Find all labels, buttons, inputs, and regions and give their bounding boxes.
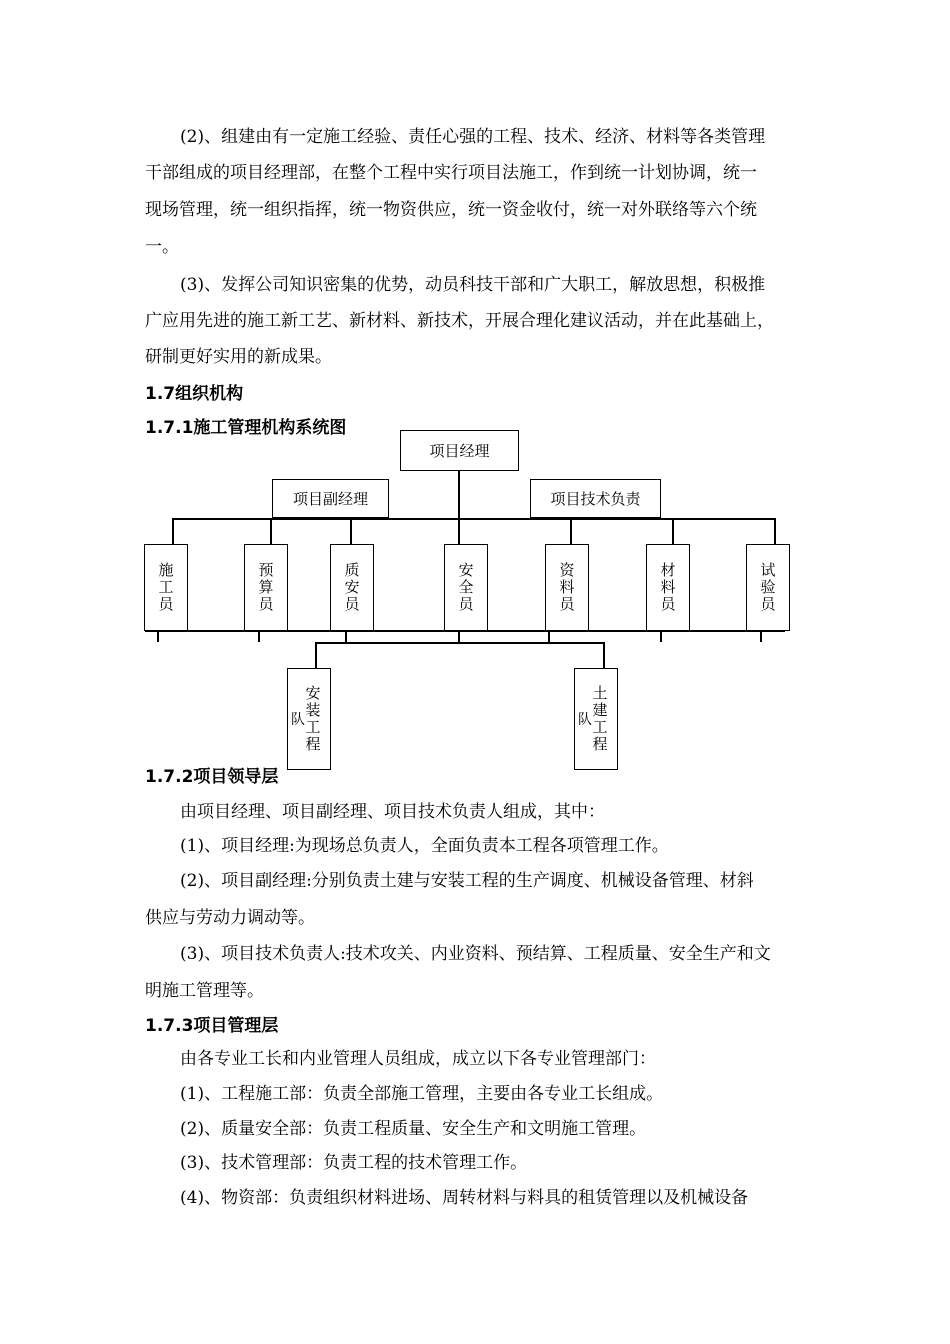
- para2-line2: 干部组成的项目经理部，在整个工程中实行项目法施工，作到统一计划协调，统一: [145, 163, 757, 183]
- chart-line: [570, 518, 572, 544]
- chart-line: [258, 630, 260, 642]
- chart-line: [172, 518, 776, 520]
- org-node-label: 土建工程: [590, 685, 609, 753]
- org-node-label: 项目副经理: [292, 490, 368, 508]
- org-node-staff-6: [646, 544, 690, 631]
- section-heading-1-7-2: 1.7.2项目领导层: [145, 767, 279, 787]
- management-item-3: (3)、技术管理部：负责工程的技术管理工作。: [180, 1153, 528, 1173]
- leadership-item-1: (1)、项目经理:为现场总负责人，全面负责本工程各项管理工作。: [180, 836, 669, 856]
- org-node-label: 资料员: [557, 562, 576, 613]
- chart-line: [672, 518, 674, 544]
- chart-line: [270, 518, 272, 544]
- org-node-label: 施工员: [156, 562, 175, 613]
- org-node-deputy: [272, 479, 389, 518]
- chart-line: [760, 630, 762, 642]
- leadership-item-2-line1: (2)、项目副经理:分别负责土建与安装工程的生产调度、机械设备管理、材斜: [180, 871, 754, 891]
- management-item-4: (4)、物资部：负责组织材料进场、周转材料与料具的租赁管理以及机械设备: [180, 1188, 749, 1208]
- para2-line3: 现场管理，统一组织指挥，统一物资供应，统一资金收付，统一对外联络等六个统: [145, 200, 757, 220]
- team-suffix-label: 队: [578, 712, 592, 728]
- org-node-staff-2: [244, 544, 288, 631]
- org-node-staff-5: [545, 544, 589, 631]
- management-item-2: (2)、质量安全部：负责工程质量、安全生产和文明施工管理。: [180, 1119, 647, 1139]
- chart-line: [660, 630, 662, 642]
- org-node-staff-7: [746, 544, 790, 631]
- org-node-label: 质安员: [342, 562, 361, 613]
- section-heading-1-7-1: 1.7.1施工管理机构系统图: [145, 418, 347, 438]
- para3-line2: 广应用先进的施工新工艺、新材料、新技术，开展合理化建议活动，并在此基础上，: [145, 311, 774, 331]
- chart-line: [350, 518, 352, 544]
- org-node-label: 材料员: [658, 562, 677, 613]
- chart-line: [548, 630, 550, 642]
- leadership-intro: 由项目经理、项目副经理、项目技术负责人组成，其中：: [180, 802, 605, 822]
- section-heading-1-7: 1.7组织机构: [145, 384, 244, 404]
- chart-line: [774, 518, 776, 544]
- chart-line: [315, 642, 605, 644]
- management-item-1: (1)、工程施工部：负责全部施工管理，主要由各专业工长组成。: [180, 1084, 664, 1104]
- chart-line: [157, 630, 159, 642]
- leadership-item-3-line1: (3)、项目技术负责人:技术攻关、内业资料、预结算、工程质量、安全生产和文: [180, 944, 771, 964]
- section-heading-1-7-3: 1.7.3项目管理层: [145, 1016, 279, 1036]
- org-node-staff-3: [330, 544, 374, 631]
- chart-line: [315, 642, 317, 668]
- org-node-staff-4: [444, 544, 488, 631]
- org-node-label: 试验员: [758, 562, 777, 613]
- org-node-label: 安全员: [456, 562, 475, 613]
- leadership-item-2-line2: 供应与劳动力调动等。: [145, 908, 315, 928]
- org-node-manager: [400, 430, 519, 471]
- org-node-label: 预算员: [256, 562, 275, 613]
- org-node-tech-lead: [530, 479, 661, 518]
- para2-line4: 一。: [145, 237, 179, 257]
- para2-line1: (2)、组建由有一定施工经验、责任心强的工程、技术、经济、材料等各类管理: [180, 127, 766, 147]
- management-intro: 由各专业工长和内业管理人员组成，成立以下各专业管理部门：: [180, 1049, 656, 1069]
- team-suffix-label: 队: [291, 712, 305, 728]
- leadership-item-3-line2: 明施工管理等。: [145, 981, 264, 1001]
- chart-line: [603, 642, 605, 668]
- org-node-label: 安装工程: [303, 685, 322, 753]
- chart-line: [172, 518, 174, 544]
- org-node-label: 项目技术负责: [550, 490, 641, 508]
- org-node-staff-1: [144, 544, 188, 631]
- chart-line: [345, 630, 347, 642]
- para3-line1: (3)、发挥公司知识密集的优势，动员科技干部和广大职工，解放思想，积极推: [180, 275, 766, 295]
- para3-line3: 研制更好实用的新成果。: [145, 347, 332, 367]
- org-node-label: 项目经理: [429, 442, 490, 460]
